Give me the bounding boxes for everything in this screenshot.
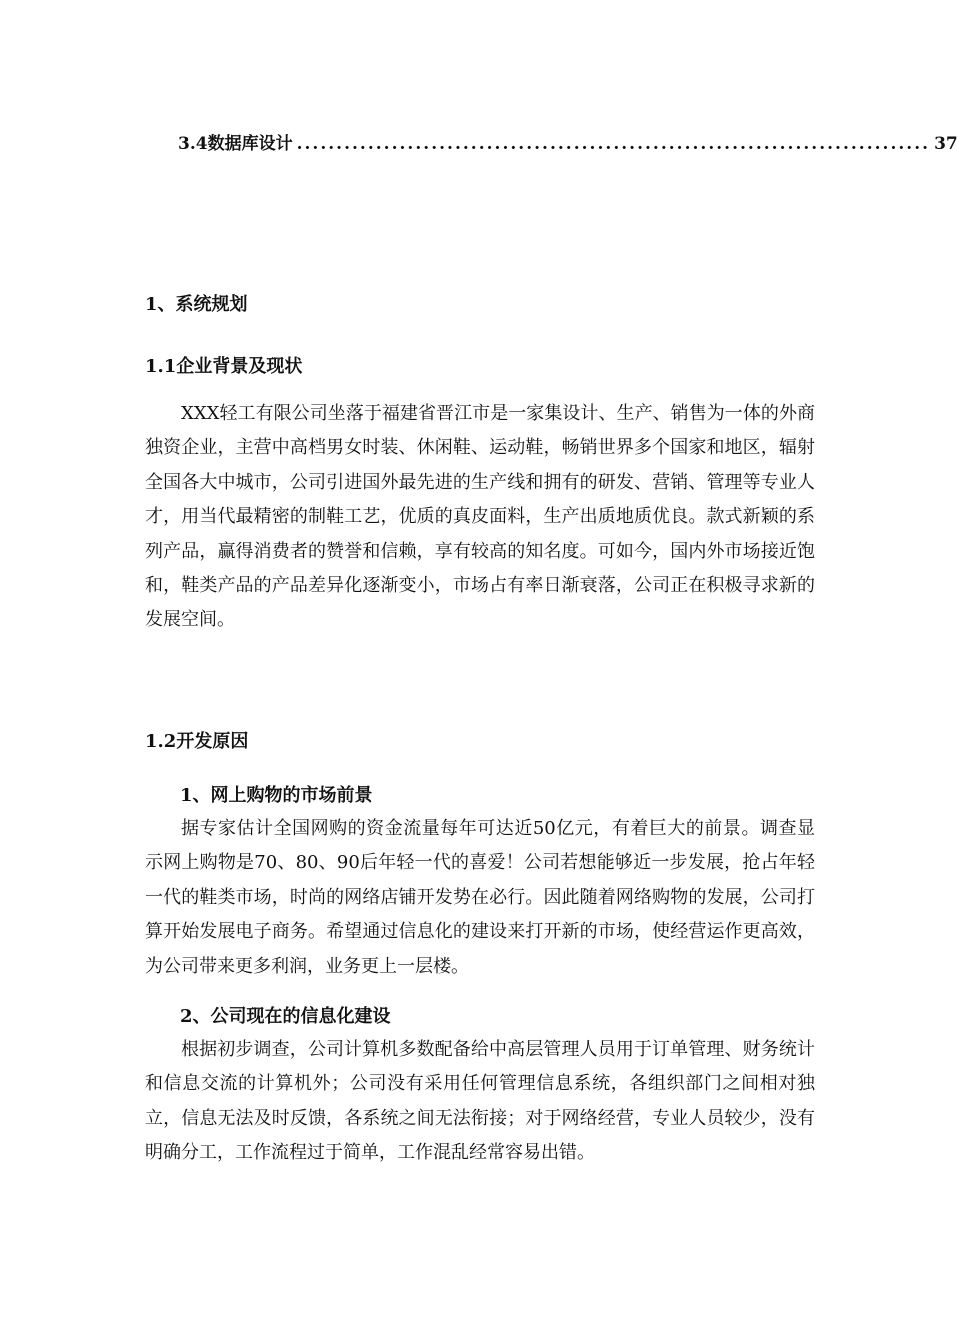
toc-entry[interactable]	[178, 126, 958, 154]
subsection-online-shopping-heading: 1、网上购物的市场前景	[180, 785, 373, 806]
section-1-1-paragraph: XXX轻工有限公司坐落于福建省晋江市是一家集设计、生产、销售为一体的外商独资企业，主营中高档男女时装、休闲鞋、运动鞋，畅销世界多个国家和地区，辐射全国各大中城市，公司引进国外最先进的生产线和拥有的研发、营销、管理等专业人才，用当代最精密的制鞋工艺，优质的真皮面料，生产出质地质优良。款式新颖的系列产品，赢得消费者的赞誉和信赖，享有较高的知名度。可如今，国内外市场接近饱和，鞋类产品的产品差异化逐渐变小，市场占有率日渐衰落，公司正在积极寻求新的发展空间。	[145, 403, 815, 631]
subsection-it-construction-heading: 2、公司现在的信息化建设	[180, 1006, 391, 1027]
subsection-it-construction-paragraph: 根据初步调查，公司计算机多数配备给中高层管理人员用于订单管理、财务统计和信息交流的计算机外；公司没有采用任何管理信息系统，各组织部门之间相对独立，信息无法及时反馈，各系统之间无法衔接；对于网络经营，专业人员较少，没有明确分工，工作流程过于简单，工作混乱经常容易出错。	[145, 1039, 815, 1164]
toc-entry-title: 3.4数据库设计	[178, 134, 293, 154]
subsection-online-shopping-paragraph: 据专家估计全国网购的资金流量每年可达近50亿元，有着巨大的前景。调查显示网上购物是70、80、90后年轻一代的喜爱！公司若想能够近一步发展，抢占年轻一代的鞋类市场，时尚的网络店铺开发势在必行。因此随着网络购物的发展，公司打算开始发展电子商务。希望通过信息化的建设来打开新的市场，使经营运作更高效，为公司带来更多利润，业务更上一层楼。	[145, 818, 815, 977]
toc-leader-dots: ................................................................................	[296, 134, 931, 154]
section-1-2-heading: 1.2开发原因	[145, 731, 249, 752]
section-1-heading: 1、系统规划	[145, 294, 248, 315]
section-1-1-heading: 1.1企业背景及现状	[145, 356, 303, 377]
toc-entry-page-number: 37	[934, 134, 958, 154]
